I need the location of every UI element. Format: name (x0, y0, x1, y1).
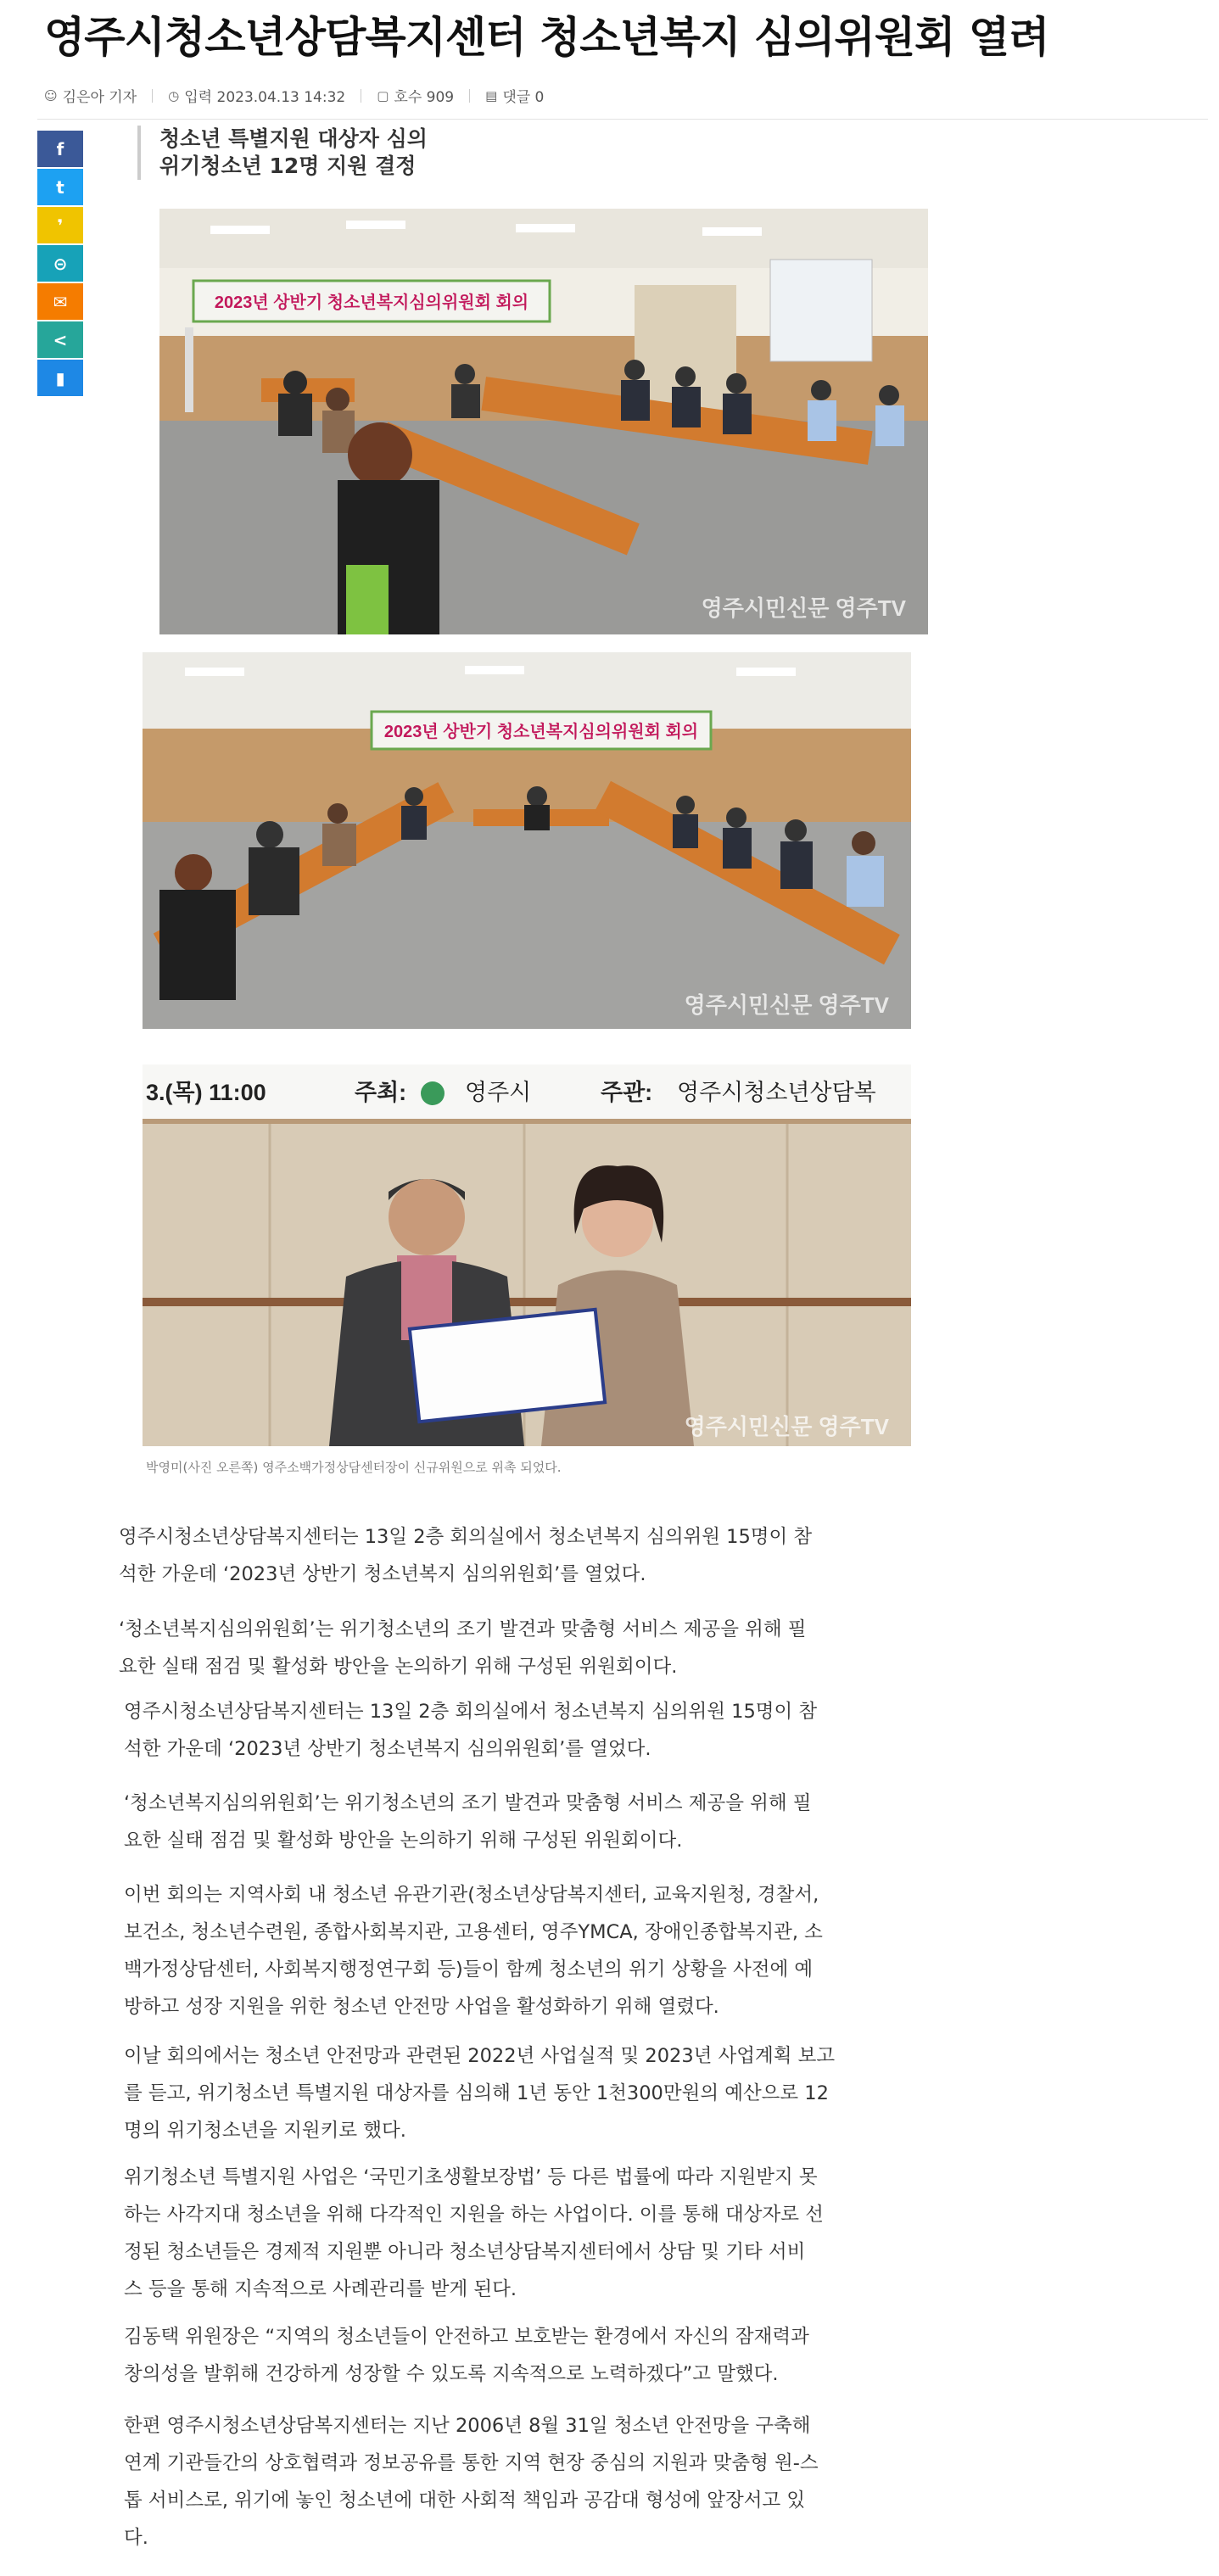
body-line: 방하고 성장 지원을 위한 청소년 안전망 사업을 활성화하기 위해 열렸다. (124, 1996, 719, 2018)
twitter-icon: t (56, 176, 64, 198)
body-line: ‘청소년복지심의위원회’는 위기청소년의 조기 발견과 맞춤형 서비스 제공을 위해 필 (124, 1792, 812, 1814)
body-paragraph (124, 2407, 819, 2556)
subhead-line: 청소년 특별지원 대상자 심의 (159, 126, 428, 151)
body-line: 석한 가운데 ‘2023년 상반기 청소년복지 심의위원회’를 열었다. (124, 1738, 651, 1760)
kakao-icon: ❜ (57, 215, 64, 236)
comments[interactable] (485, 85, 544, 106)
user-icon: ☺ (44, 87, 58, 103)
body-line: 위기청소년 특별지원 사업은 ‘국민기초생활보장법’ 등 다른 법률에 따라 지원받지 못 (124, 2166, 818, 2188)
body-line: 백가정상담센터, 사회복지행정연구회 등)들이 함께 청소년의 위기 상황을 사전에 예 (124, 1959, 814, 1981)
meeting-photo-1 (159, 209, 928, 634)
header-org: 영주시청소년상담복 (677, 1080, 876, 1105)
body-line: 김동택 위원장은 “지역의 청소년들이 안전하고 보호받는 환경에서 자신의 잠재력과 (124, 2326, 809, 2348)
email-icon: ✉ (53, 291, 68, 312)
body-line: 영주시청소년상담복지센터는 13일 2층 회의실에서 청소년복지 심의위원 15명이 참 (124, 1701, 818, 1723)
meta-divider (37, 119, 1208, 120)
body-line: 톱 서비스로, 위기에 놓인 청소년에 대한 사회적 책임과 공감대 형성에 앞장서고 있 (124, 2489, 806, 2512)
divider (469, 89, 470, 103)
author-name: 김은아 기자 (62, 89, 137, 106)
body-paragraph (119, 1518, 812, 1593)
share-icon: < (53, 329, 68, 350)
banner-text: 2023년 상반기 청소년복지심의위원회 회의 (214, 293, 529, 312)
body-paragraph (124, 1876, 823, 2026)
bookmark-icon: ▮ (55, 367, 65, 388)
body-line: 이번 회의는 지역사회 내 청소년 유관기관(청소년상담복지센터, 교육지원청, 경찰서, (124, 1884, 819, 1906)
article-meta (44, 85, 544, 106)
header-host: 영주시 (465, 1080, 532, 1105)
body-line: 스 등을 통해 지속적으로 사례관리를 받게 된다. (124, 2278, 517, 2300)
date-text: 입력 2023.04.13 14:32 (184, 89, 346, 106)
clock-icon: ◷ (168, 87, 180, 103)
facebook-icon: f (56, 138, 64, 159)
subhead-line: 위기청소년 12명 지원 결정 (159, 154, 417, 178)
link-icon: ⊝ (53, 253, 68, 274)
watermark: 영주시민신문 영주TV (684, 992, 889, 1018)
photo-caption: 박영미(사진 오른쪽) 영주소백가정상담센터장이 신규위원으로 위촉 되었다. (146, 1460, 562, 1475)
article-subhead (137, 126, 428, 180)
header-date: 3.(목) 11:00 (146, 1080, 266, 1105)
body-line: 이날 회의에서는 청소년 안전망과 관련된 2022년 사업실적 및 2023년 사업계획 보고 (124, 2045, 836, 2067)
header-org-label: 주관: (601, 1080, 653, 1105)
watermark: 영주시민신문 영주TV (684, 1414, 889, 1439)
body-paragraph (124, 1785, 812, 1859)
more-share-button[interactable] (37, 321, 83, 358)
appointment-photo (143, 1064, 911, 1446)
email-share-button[interactable] (37, 283, 83, 320)
issue-icon: ▢ (377, 87, 389, 103)
body-line: 다. (124, 2527, 148, 2549)
copy-link-button[interactable] (37, 245, 83, 282)
body-line: 정된 청소년들은 경제적 지원뿐 아니라 청소년상담복지센터에서 상담 및 기타 서비 (124, 2241, 806, 2263)
date (168, 85, 345, 106)
twitter-share-button[interactable] (37, 169, 83, 205)
bookmark-button[interactable] (37, 360, 83, 396)
share-bar (37, 131, 83, 398)
body-line: 요한 실태 점검 및 활성화 방안을 논의하기 위해 구성된 위원회이다. (119, 1656, 678, 1678)
comments-text: 댓글 0 (502, 89, 545, 106)
issue-text: 호수 909 (394, 89, 455, 106)
body-line: 를 듣고, 위기청소년 특별지원 대상자를 심의해 1년 동안 1천300만원의 예산으로 12 (124, 2082, 829, 2104)
banner-text: 2023년 상반기 청소년복지심의위원회 회의 (383, 723, 699, 741)
body-line: 보건소, 청소년수련원, 종합사회복지관, 고용센터, 영주YMCA, 장애인종합복지관, 소 (124, 1921, 823, 1943)
body-paragraph (124, 2037, 835, 2149)
header-host-label: 주최: (355, 1080, 407, 1105)
kakao-share-button[interactable] (37, 207, 83, 243)
body-line: 영주시청소년상담복지센터는 13일 2층 회의실에서 청소년복지 심의위원 15명이 참 (119, 1526, 813, 1548)
body-paragraph (119, 1611, 807, 1685)
body-paragraph (124, 2318, 809, 2393)
body-line: 명의 위기청소년을 지원키로 했다. (124, 2120, 406, 2142)
issue (377, 85, 454, 106)
meeting-photo-2 (143, 652, 911, 1029)
body-line: 연계 기관들간의 상호협력과 정보공유를 통한 지역 현장 중심의 지원과 맞춤형 원-스 (124, 2452, 819, 2474)
body-line: 하는 사각지대 청소년을 위해 다각적인 지원을 하는 사업이다. 이를 통해 대상자로 선 (124, 2204, 824, 2226)
watermark: 영주시민신문 영주TV (701, 595, 906, 621)
body-line: 요한 실태 점검 및 활성화 방안을 논의하기 위해 구성된 위원회이다. (124, 1830, 683, 1852)
article-title: 영주시청소년상담복지센터 청소년복지 심의위원회 열려 (44, 13, 1049, 62)
body-line: 창의성을 발휘해 건강하게 성장할 수 있도록 지속적으로 노력하겠다”고 말했다. (124, 2363, 779, 2385)
facebook-share-button[interactable] (37, 131, 83, 167)
body-line: 석한 가운데 ‘2023년 상반기 청소년복지 심의위원회’를 열었다. (119, 1563, 646, 1585)
author (44, 85, 137, 106)
body-line: 한편 영주시청소년상담복지센터는 지난 2006년 8월 31일 청소년 안전망을 구축해 (124, 2415, 811, 2437)
body-paragraph (124, 1693, 817, 1768)
divider (152, 89, 153, 103)
body-paragraph (124, 2159, 824, 2308)
body-line: ‘청소년복지심의위원회’는 위기청소년의 조기 발견과 맞춤형 서비스 제공을 위해 필 (119, 1618, 807, 1640)
comment-icon: ▤ (485, 87, 498, 103)
